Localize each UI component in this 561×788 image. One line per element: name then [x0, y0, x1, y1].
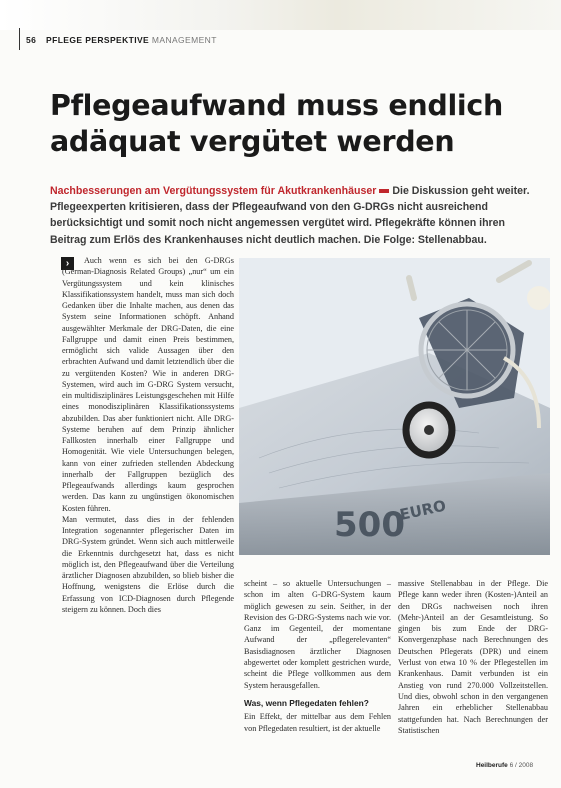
- lead-text: Die Diskussion geht weiter. Pflegeexperten kritisieren, dass der Pflegeaufwand von den G-DRGs nicht ausreichend berücksichtigt und somit noch nicht angemessen vergütet wird. Pflegekräfte können ihren Beitrag zum Erlös des Krankenhauses nicht deutlich machen. Die Folge: Stellenabbau.: [50, 185, 530, 246]
- headline-line-2: adäquat vergütet werden: [50, 125, 455, 158]
- banknote-currency: EURO: [398, 496, 448, 524]
- col1-paragraph-2: Man vermutet, dass dies in der fehlenden Integration sogenannter pflegerischer Daten im DRG-System gründet. Wenn sich auch mittlerweile die Erkenntnis durchgesetzt hat, dass es nicht möglich ist, den Pflegeaufwand über die Verteilung ärztlicher Diagnosen abzubilden, so blieb bisher die Hoffnung, wenigstens die Erlöse durch die Erfassung von ICD-Diagnosen durch Pflegende steigern zu können. Doch dies: [62, 514, 234, 614]
- article-headline: [50, 88, 530, 160]
- lead-highlight: Nachbesserungen am Vergütungssystem für Akutkrankenhäuser: [50, 185, 377, 197]
- col2-paragraph-1: scheint – so aktuelle Untersuchungen – schon im alten G-DRG-System kaum möglich gewesen zu sein. Seither, in der Revision des G-DRG-Systems nach wie vor. Ganz im Gegenteil, der momentane Aufwand der „pflegerelevanten“ Basisdiagnosen ärztlicher Diagnosen abgewertet oder komplett gestrichen wurde, scheint die Pflege vollkommen aus dem System herausgefallen.: [244, 579, 391, 690]
- body-column-1: [62, 255, 234, 615]
- body-column-2: [244, 578, 391, 734]
- subsection-title: MANAGEMENT: [151, 35, 217, 45]
- body-column-3: [398, 578, 548, 736]
- page-number: 56: [26, 35, 37, 45]
- subheading: Was, wenn Pflegedaten fehlen?: [244, 697, 369, 708]
- headline-line-1: Pflegeaufwand muss endlich: [50, 89, 503, 122]
- journal-issue: 6 / 2008: [509, 762, 534, 769]
- journal-name: Heilberufe: [476, 762, 508, 769]
- col3-paragraph-1: massive Stellenabbau in der Pflege. Die Pflege kann weder ihren (Kosten-)Anteil an den DRGs nachweisen noch ihren (Mehr-)Anteil an der Gesamtleistung. So gingen bis zum Ende der DRG-Konvergenzphase nach Berechnungen des Deutschen Pflegerats (DPR) und einem Verlust von etwa 10 % der Pflegestellen im Krankenhaus. Damit verbunden ist ein Anstieg von rund 270.000 Vollzeitstellen. Und dies, obwohl schon in den vergangenen Jahren ein erheblicher Stellenabbau stattgefunden hat. Nach Berechnungen der Statistischen: [398, 579, 548, 735]
- page-footer: [476, 762, 533, 769]
- header-rule: [19, 28, 20, 50]
- chevron-right-icon: ›: [61, 257, 74, 270]
- top-color-band: [0, 0, 561, 30]
- banknote-value: 500: [334, 505, 405, 545]
- col1-paragraph-1: Auch wenn es sich bei den G-DRGs (German-Diagnosis Related Groups) „nur“ um ein Vergütungssystem und kein klinisches Klassifikationssystem handelt, muss man sich doch Gedanken über die Inhalte machen, aus denen das System seine Informationen schöpft. Anhand ausgewählter Merkmale der DRG-Daten, die eine Fallgruppe und damit einen Preis bestimmen, ermöglicht sich valide Aussagen über den erbrachten Aufwand und damit letztendlich über die zu vergütenden Kosten? Wie in anderen DRG-Systemen, wird auch im G-DRG System versucht, ein multidisziplinäres Leistungsgeschehen mit Hilfe eines monodisziplinären Klassifikationssystems abzubilden. Das aber funktioniert nicht. Alle DRG-Systeme beruhen auf dem Prinzip ähnlicher Fallkosten innerhalb einer Fallgruppe und Homogenität. Wie viele Untersuchungen belegen, kann von einer zufrieden stellenden Abdeckung innerhalb der Fallgruppen bezüglich des Pflegeaufwands allerdings kaum gesprochen werden. Das kann zu ungünstigen ökonomischen Kosten führen.: [62, 256, 234, 513]
- wheelchair-banknote-illustration: [239, 258, 550, 555]
- article-lead: [50, 183, 540, 248]
- col2-paragraph-2: Ein Effekt, der mittelbar aus dem Fehlen von Pflegedaten resultiert, ist der aktuelle: [244, 712, 391, 733]
- red-square-marker: [379, 189, 389, 193]
- article-photo: [239, 258, 550, 555]
- page-header: [26, 35, 217, 45]
- section-title: PFLEGE PERSPEKTIVE: [46, 35, 150, 45]
